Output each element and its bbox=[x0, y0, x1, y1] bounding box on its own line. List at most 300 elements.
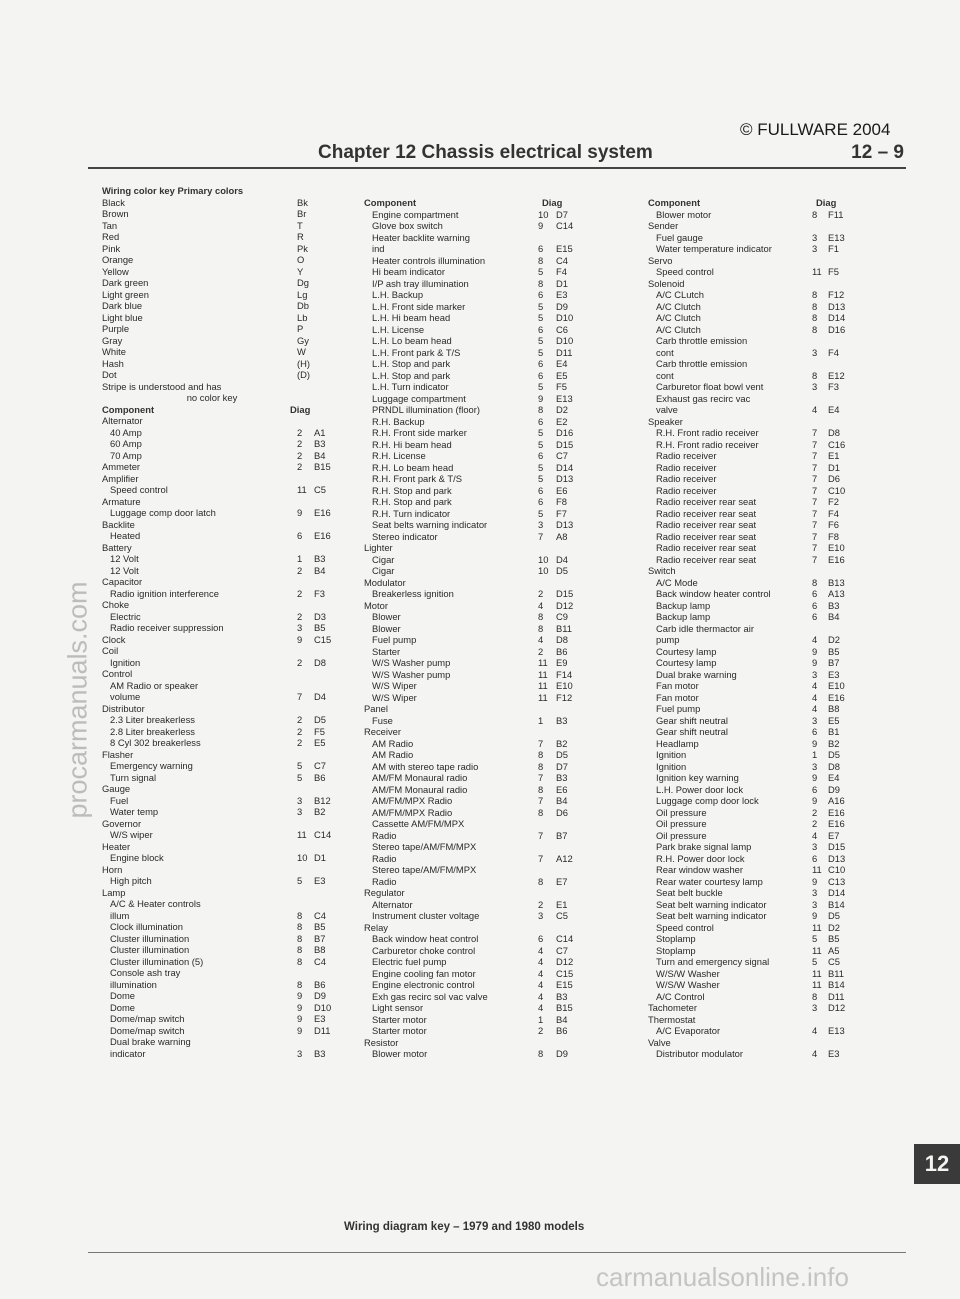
entry-name: indicator bbox=[110, 1047, 146, 1059]
entry-grid-ref: E4 bbox=[556, 358, 568, 369]
entry-diagram: 5 bbox=[538, 312, 544, 323]
entry-diagram: 4 bbox=[812, 691, 818, 703]
entry-diagram: 8 bbox=[812, 312, 818, 323]
entry-name: Radio receiver rear seat bbox=[656, 496, 757, 507]
entry-name: Backup lamp bbox=[656, 599, 711, 611]
entry-name: Water temperature indicator bbox=[656, 243, 772, 254]
entry-name: Carburetor choke control bbox=[372, 944, 476, 956]
key-entry bbox=[364, 692, 594, 704]
key-entry bbox=[102, 289, 322, 301]
entry-name: Component bbox=[364, 197, 417, 208]
watermark-left bbox=[58, 580, 98, 820]
key-entry bbox=[648, 301, 888, 313]
entry-diagram: 4 bbox=[538, 979, 544, 990]
entry-name: Cigar bbox=[372, 553, 395, 565]
key-entry bbox=[102, 243, 322, 255]
entry-diagram: 2 bbox=[297, 656, 303, 668]
entry-diagram: 8 bbox=[297, 921, 303, 932]
key-entry bbox=[648, 370, 888, 382]
key-entry bbox=[648, 324, 888, 336]
entry-diagram: 8 bbox=[297, 955, 303, 967]
entry-diagram: 7 bbox=[812, 542, 818, 553]
entry-name: Black bbox=[102, 196, 125, 208]
key-entry bbox=[102, 887, 322, 899]
key-entry bbox=[102, 794, 331, 807]
entry-grid-ref: B7 bbox=[828, 657, 840, 668]
entry-name: AM Radio or speaker bbox=[110, 679, 199, 691]
entry-grid-ref: B8 bbox=[314, 944, 326, 955]
copyright-notice: © FULLWARE 2004 bbox=[740, 120, 891, 139]
entry-grid-ref: C14 bbox=[314, 829, 332, 840]
entry-diagram: 6 bbox=[538, 415, 544, 427]
key-entry bbox=[648, 209, 888, 221]
key-entry bbox=[364, 485, 594, 497]
entry-diagram: 9 bbox=[297, 1024, 303, 1036]
entry-name: Lighter bbox=[364, 542, 393, 553]
entry-diagram: 4 bbox=[538, 599, 544, 611]
key-entry bbox=[364, 473, 594, 485]
key-entry bbox=[648, 450, 888, 462]
entry-grid-ref: A1 bbox=[314, 426, 326, 438]
entry-diagram: 4 bbox=[812, 1048, 818, 1059]
entry-grid-ref: D5 bbox=[556, 749, 568, 760]
key-entry bbox=[648, 830, 888, 842]
entry-grid-ref: A12 bbox=[556, 852, 573, 864]
entry-diagram: 6 bbox=[538, 243, 544, 254]
entry-name: L.H. Front side marker bbox=[372, 300, 466, 312]
key-entry bbox=[364, 818, 594, 830]
entry-grid-ref: B5 bbox=[314, 622, 326, 633]
entry-diagram: 11 bbox=[812, 921, 822, 933]
key-entry bbox=[364, 772, 594, 784]
entry-name: AM with stereo tape radio bbox=[372, 760, 479, 772]
entry-grid-ref: D10 bbox=[556, 312, 574, 323]
entry-grid-ref: E10 bbox=[828, 680, 845, 691]
key-entry bbox=[364, 899, 594, 911]
entry-grid-ref: B6 bbox=[556, 1025, 568, 1036]
key-entry bbox=[648, 979, 888, 991]
key-entry bbox=[648, 772, 888, 784]
entry-grid-ref: F2 bbox=[828, 496, 839, 507]
entry-diagram: Lb bbox=[297, 311, 308, 323]
entry-diagram: 5 bbox=[538, 300, 544, 312]
entry-grid-ref: B6 bbox=[314, 978, 326, 990]
entry-name: Electric fuel pump bbox=[372, 956, 447, 967]
key-entry bbox=[364, 876, 594, 888]
key-entry bbox=[364, 278, 594, 290]
key-entry bbox=[364, 347, 594, 359]
entry-name: Radio bbox=[372, 829, 397, 841]
key-entry bbox=[364, 255, 594, 267]
entry-diagram: 2 bbox=[297, 438, 303, 449]
key-entry bbox=[364, 830, 594, 842]
key-entry bbox=[102, 312, 322, 324]
key-entry bbox=[364, 646, 594, 658]
entry-name: Backlite bbox=[102, 518, 135, 530]
key-entry bbox=[102, 841, 322, 853]
entry-name: Blower motor bbox=[372, 1048, 428, 1059]
entry-diagram: 3 bbox=[538, 910, 544, 921]
entry-grid-ref: D11 bbox=[828, 990, 845, 1002]
entry-name: Radio receiver rear seat bbox=[656, 507, 757, 519]
entry-name: cont bbox=[656, 369, 674, 381]
entry-name: 8 Cyl 302 breakerless bbox=[110, 737, 201, 748]
entry-diagram: 9 bbox=[297, 633, 303, 645]
key-entry bbox=[102, 898, 322, 910]
entry-name: cont bbox=[656, 346, 674, 358]
key-entry bbox=[364, 669, 594, 681]
key-entry bbox=[364, 738, 594, 750]
key-heading bbox=[102, 404, 322, 416]
entry-grid-ref: B7 bbox=[314, 932, 326, 944]
entry-diagram: 9 bbox=[538, 220, 544, 231]
entry-diagram: 7 bbox=[812, 519, 818, 530]
entry-grid-ref: D10 bbox=[314, 1001, 332, 1013]
entry-grid-ref: D13 bbox=[828, 300, 846, 312]
entry-grid-ref: D12 bbox=[556, 599, 574, 611]
entry-diagram: 11 bbox=[297, 829, 307, 840]
key-entry bbox=[648, 232, 888, 244]
key-entry bbox=[364, 680, 594, 692]
entry-grid-ref: C10 bbox=[828, 864, 846, 875]
entry-diagram: 2 bbox=[297, 610, 303, 622]
entry-name: Thermostat bbox=[648, 1013, 696, 1025]
entry-diagram: 1 bbox=[812, 749, 818, 760]
entry-name: W/S wiper bbox=[110, 829, 153, 840]
entry-name: High pitch bbox=[110, 875, 152, 886]
entry-name: R.H. Hi beam head bbox=[372, 438, 452, 450]
entry-name: Component bbox=[102, 403, 155, 415]
key-column-3 bbox=[648, 197, 888, 1060]
entry-grid-ref: A13 bbox=[828, 588, 845, 599]
entry-grid-ref: E3 bbox=[828, 1048, 840, 1059]
entry-name: Turn signal bbox=[110, 771, 157, 783]
key-entry bbox=[648, 876, 888, 888]
key-entry bbox=[648, 853, 888, 865]
entry-grid-ref: E13 bbox=[828, 1025, 845, 1036]
key-entry bbox=[102, 415, 322, 427]
entry-diagram: 8 bbox=[538, 622, 544, 634]
entry-grid-ref: E5 bbox=[556, 369, 568, 381]
entry-diagram: 8 bbox=[538, 875, 544, 887]
entry-diagram: 6 bbox=[297, 530, 303, 541]
key-entry bbox=[364, 462, 594, 474]
entry-diagram: 6 bbox=[538, 323, 544, 335]
entry-diagram: 7 bbox=[538, 772, 544, 783]
key-entry bbox=[364, 439, 594, 451]
entry-grid-ref: B2 bbox=[314, 806, 326, 817]
page-number: 12 – 9 bbox=[851, 142, 904, 163]
entry-name: Stereo tape/AM/FM/MPX bbox=[372, 841, 477, 852]
entry-diagram: 5 bbox=[538, 507, 544, 519]
key-entry bbox=[102, 449, 326, 462]
key-entry bbox=[102, 875, 326, 887]
key-entry bbox=[364, 864, 594, 876]
entry-name: Cluster illumination (5) bbox=[110, 955, 204, 967]
diag-heading: Diag bbox=[290, 403, 311, 415]
entry-diagram: 5 bbox=[538, 266, 544, 277]
entry-name: Back window heat control bbox=[372, 933, 479, 944]
key-entry bbox=[364, 634, 594, 646]
entry-name: Regulator bbox=[364, 887, 405, 898]
entry-name: AM Radio bbox=[372, 749, 414, 760]
entry-grid-ref: E4 bbox=[828, 404, 840, 415]
entry-diagram: 7 bbox=[812, 530, 818, 542]
entry-grid-ref: F8 bbox=[556, 496, 567, 507]
key-entry bbox=[102, 381, 322, 393]
entry-name: Fan motor bbox=[656, 691, 699, 703]
key-entry bbox=[102, 656, 326, 669]
key-entry bbox=[364, 266, 594, 278]
key-entry bbox=[102, 266, 322, 278]
entry-grid-ref: D10 bbox=[556, 335, 574, 346]
entry-name: Radio receiver suppression bbox=[110, 622, 224, 633]
entry-name: Oil pressure bbox=[656, 818, 707, 829]
entry-diagram: 2 bbox=[538, 645, 544, 657]
key-entry bbox=[648, 761, 888, 773]
entry-grid-ref: E13 bbox=[556, 392, 573, 404]
entry-diagram: 4 bbox=[538, 967, 544, 979]
entry-diagram: 8 bbox=[538, 783, 544, 795]
entry-diagram: 2 bbox=[538, 1025, 544, 1036]
entry-name: R.H. Front park & T/S bbox=[372, 473, 462, 484]
entry-name: Carb idle thermactor air bbox=[656, 622, 754, 634]
entry-name: Battery bbox=[102, 541, 132, 553]
entry-grid-ref: C7 bbox=[314, 760, 326, 771]
entry-diagram: 2 bbox=[297, 587, 303, 599]
entry-name: Governor bbox=[102, 817, 142, 829]
entry-grid-ref: F5 bbox=[314, 725, 325, 737]
key-entry bbox=[648, 680, 888, 692]
entry-grid-ref: D9 bbox=[828, 783, 840, 795]
entry-diagram: Br bbox=[297, 208, 307, 219]
entry-name: Fuel bbox=[110, 794, 129, 806]
entry-diagram: 6 bbox=[812, 852, 818, 864]
key-entry bbox=[364, 312, 594, 324]
entry-diagram: 2 bbox=[538, 898, 544, 910]
entry-diagram: 2 bbox=[297, 461, 303, 472]
key-entry bbox=[648, 1048, 888, 1060]
entry-name: R.H. Front radio receiver bbox=[656, 427, 759, 438]
entry-name: W/S/W Washer bbox=[656, 967, 720, 979]
entry-grid-ref: E3 bbox=[314, 875, 326, 886]
entry-name: Carburetor float bowl vent bbox=[656, 381, 764, 392]
entry-grid-ref: F4 bbox=[828, 346, 839, 358]
entry-name: Ignition bbox=[656, 749, 687, 760]
key-heading bbox=[648, 197, 888, 209]
entry-diagram: 9 bbox=[812, 657, 818, 668]
entry-name: Console ash tray bbox=[110, 967, 181, 978]
entry-grid-ref: D13 bbox=[556, 473, 574, 484]
entry-grid-ref: D15 bbox=[556, 438, 574, 450]
entry-name: W/S Washer pump bbox=[372, 668, 451, 680]
entry-name: Gray bbox=[102, 334, 123, 346]
entry-name: Stripe is understood and has bbox=[102, 380, 222, 392]
entry-name: Courtesy lamp bbox=[656, 657, 717, 668]
entry-name: Tachometer bbox=[648, 1002, 697, 1013]
entry-grid-ref: F1 bbox=[828, 243, 839, 254]
entry-grid-ref: F14 bbox=[556, 668, 573, 680]
key-entry bbox=[364, 1048, 594, 1060]
entry-name: Gear shift neutral bbox=[656, 726, 728, 737]
entry-grid-ref: B3 bbox=[556, 990, 568, 1002]
key-entry bbox=[648, 462, 888, 474]
entry-name: Speed control bbox=[110, 484, 168, 495]
entry-name: Fuel pump bbox=[656, 703, 701, 714]
entry-grid-ref: B3 bbox=[314, 438, 326, 449]
entry-diagram: 9 bbox=[812, 795, 818, 806]
entry-diagram: 4 bbox=[812, 1025, 818, 1036]
entry-name: volume bbox=[110, 691, 141, 702]
key-entry bbox=[102, 496, 322, 508]
key-entry bbox=[648, 726, 888, 738]
entry-diagram: 7 bbox=[812, 507, 818, 519]
entry-grid-ref: F4 bbox=[556, 266, 567, 277]
key-entry bbox=[102, 771, 326, 784]
entry-diagram: Db bbox=[297, 300, 309, 311]
key-entry bbox=[102, 1013, 326, 1025]
entry-diagram: 6 bbox=[812, 611, 818, 622]
key-entry bbox=[102, 507, 331, 519]
entry-grid-ref: D7 bbox=[556, 760, 568, 772]
entry-diagram: 3 bbox=[812, 887, 818, 898]
entry-grid-ref: D5 bbox=[314, 714, 326, 725]
entry-name: Radio receiver bbox=[656, 473, 717, 484]
key-entry bbox=[102, 737, 326, 749]
key-entry bbox=[102, 944, 326, 956]
entry-diagram: 11 bbox=[538, 657, 548, 668]
entry-name: Stoplamp bbox=[656, 933, 696, 944]
entry-grid-ref: C5 bbox=[556, 910, 568, 921]
entry-diagram: 3 bbox=[812, 243, 818, 254]
entry-name: Speaker bbox=[648, 415, 683, 427]
key-entry bbox=[364, 220, 594, 232]
entry-name: Fuel pump bbox=[372, 634, 417, 645]
entry-grid-ref: B7 bbox=[556, 829, 568, 841]
entry-grid-ref: C14 bbox=[556, 220, 574, 231]
entry-grid-ref: B5 bbox=[828, 933, 840, 944]
entry-diagram: 9 bbox=[297, 1001, 303, 1013]
key-entry bbox=[648, 991, 888, 1003]
entry-name: A/C Evaporator bbox=[656, 1025, 721, 1036]
key-entry bbox=[648, 473, 888, 485]
entry-grid-ref: B6 bbox=[314, 771, 326, 783]
entry-diagram: 8 bbox=[538, 404, 544, 415]
entry-name: Electric bbox=[110, 610, 141, 622]
key-entry bbox=[364, 450, 594, 462]
entry-name: A/C Clutch bbox=[656, 312, 701, 323]
entry-name: Stereo indicator bbox=[372, 530, 438, 542]
entry-name: Blower bbox=[372, 611, 401, 622]
entry-name: White bbox=[102, 346, 126, 357]
entry-diagram: (H) bbox=[297, 357, 311, 369]
entry-name: L.H. License bbox=[372, 323, 425, 335]
key-entry bbox=[364, 991, 594, 1003]
key-entry bbox=[364, 922, 594, 934]
key-entry bbox=[364, 554, 594, 566]
entry-diagram: 3 bbox=[812, 898, 818, 910]
key-entry bbox=[364, 1002, 594, 1014]
key-entry bbox=[648, 887, 888, 899]
entry-grid-ref: E7 bbox=[556, 875, 568, 887]
entry-name: W/S Wiper bbox=[372, 691, 417, 703]
key-entry bbox=[648, 588, 888, 600]
key-entry bbox=[102, 633, 332, 646]
entry-grid-ref: E16 bbox=[314, 507, 331, 518]
entry-diagram: 7 bbox=[812, 553, 818, 565]
entry-diagram: 3 bbox=[297, 622, 303, 633]
entry-grid-ref: D15 bbox=[828, 841, 846, 852]
entry-name: Dome bbox=[110, 990, 136, 1001]
entry-name: Dual brake warning bbox=[110, 1036, 191, 1047]
entry-name: Light green bbox=[102, 288, 149, 300]
key-entry bbox=[102, 783, 322, 795]
key-entry bbox=[648, 956, 888, 968]
key-entry bbox=[648, 393, 888, 405]
entry-diagram: 10 bbox=[297, 852, 308, 863]
key-entry bbox=[102, 277, 322, 289]
entry-grid-ref: E3 bbox=[556, 289, 568, 300]
entry-name: Backup lamp bbox=[656, 611, 711, 622]
entry-grid-ref: B4 bbox=[556, 795, 568, 806]
entry-name: no color key bbox=[186, 392, 238, 403]
entry-name: Dome/map switch bbox=[110, 1024, 185, 1036]
entry-grid-ref: B8 bbox=[828, 703, 840, 714]
entry-diagram: 7 bbox=[538, 530, 544, 542]
key-entry bbox=[364, 945, 594, 957]
entry-diagram: 9 bbox=[812, 772, 818, 783]
key-entry bbox=[648, 657, 888, 669]
entry-name: AM/FM Monaural radio bbox=[372, 772, 468, 783]
entry-name: Engine compartment bbox=[372, 208, 459, 220]
entry-diagram: 8 bbox=[297, 944, 303, 955]
entry-name: Ignition bbox=[656, 760, 687, 772]
key-entry bbox=[102, 967, 322, 979]
entry-diagram: 3 bbox=[812, 760, 818, 772]
entry-name: Panel bbox=[364, 703, 388, 714]
entry-diagram: 4 bbox=[812, 404, 818, 415]
entry-name: Glove box switch bbox=[372, 220, 443, 231]
entry-grid-ref: B11 bbox=[556, 622, 572, 634]
key-entry bbox=[102, 484, 326, 496]
key-entry bbox=[648, 1002, 888, 1014]
key-entry bbox=[648, 818, 888, 830]
entry-name: R.H. Power door lock bbox=[656, 852, 745, 864]
entry-grid-ref: F12 bbox=[828, 289, 845, 300]
entry-diagram: 8 bbox=[812, 369, 818, 381]
key-entry bbox=[102, 587, 325, 600]
entry-diagram: 5 bbox=[538, 427, 544, 438]
key-entry bbox=[648, 611, 888, 623]
entry-name: Engine cooling fan motor bbox=[372, 967, 476, 979]
entry-diagram: Dg bbox=[297, 277, 309, 288]
entry-diagram: 4 bbox=[538, 990, 544, 1002]
key-entry bbox=[648, 565, 888, 577]
key-entry bbox=[364, 335, 594, 347]
key-entry bbox=[102, 426, 326, 439]
entry-diagram: 2 bbox=[297, 725, 303, 737]
entry-diagram: 2 bbox=[297, 737, 303, 748]
entry-diagram: 3 bbox=[812, 346, 818, 358]
entry-diagram: 9 bbox=[812, 910, 818, 921]
entry-name: Distributor bbox=[102, 702, 145, 714]
entry-diagram: 5 bbox=[812, 956, 818, 967]
entry-name: Dual brake warning bbox=[656, 668, 737, 680]
entry-name: R.H. Stop and park bbox=[372, 496, 452, 507]
entry-diagram: 3 bbox=[297, 794, 303, 806]
entry-name: L.H. Stop and park bbox=[372, 358, 451, 369]
entry-grid-ref: F5 bbox=[828, 266, 839, 277]
